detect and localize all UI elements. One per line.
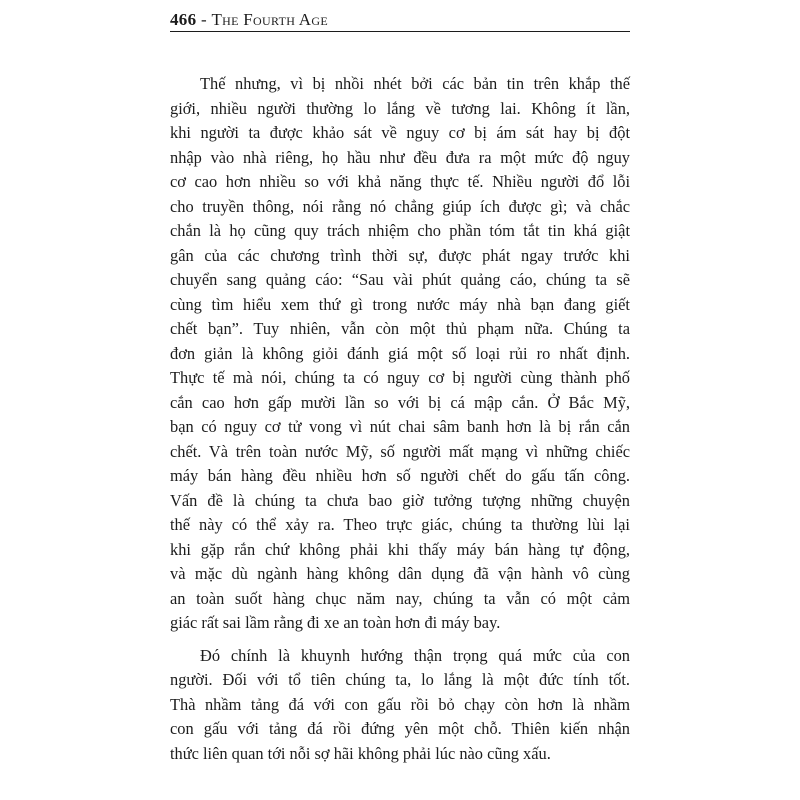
paragraph [170, 72, 630, 636]
header-separator: - [196, 10, 212, 29]
text-line: chắn là họ cũng quy trách nhiệm cho phần tóm tắt tin khá giật [170, 221, 630, 240]
text-line: chuyển sang quảng cáo: “Sau vài phút quảng cáo, chúng ta sẽ [170, 270, 630, 289]
text-line: cho truyền thông, nói rằng nó chẳng giúp ích được gì; và chắc [170, 196, 630, 216]
text-line: bạn có nguy cơ tử vong vì nút chai sâm banh hơn là bị rắn cắn [170, 417, 630, 436]
book-title: The Fourth Age [211, 10, 328, 29]
text-line: an toàn suốt hàng chục năm nay, chúng ta vẫn có một cảm [170, 588, 630, 608]
text-line: Thực tế mà nói, chúng ta có nguy cơ bị người cùng thành phố [170, 368, 630, 387]
paragraph [170, 644, 630, 767]
text-line: và mặc dù ngành hàng không dân dụng đã vận hành vô cùng [170, 564, 630, 583]
text-line: cơ cao hơn nhiều so với khả năng thực tế. Nhiều người đổ lỗi [170, 172, 630, 191]
text-line: người. Đối với tổ tiên chúng ta, lo lắng là một đức tính tốt. [170, 670, 630, 689]
text-line: thức liên quan tới nỗi sợ hãi không phải lúc nào cũng xấu. [170, 743, 551, 763]
text-line: Thà nhầm tảng đá với con gấu rồi bỏ chạy còn hơn là nhầm [170, 694, 630, 714]
text-line: Thế nhưng, vì bị nhồi nhét bởi các bản tin trên khắp thế [200, 74, 630, 93]
text-line: chết. Và trên toàn nước Mỹ, số người mất mạng vì những chiếc [170, 441, 630, 461]
text-line: chết bạn”. Tuy nhiên, vẫn còn một thủ phạm nữa. Chúng ta [170, 319, 630, 338]
text-line: nhập vào nhà riêng, họ hầu như đều đưa ra một mức độ nguy [170, 147, 630, 167]
text-line: con gấu với tảng đá rồi đứng yên một chỗ. Thiên kiến nhận [170, 719, 630, 738]
text-line: khi gặp rắn chứ không phải khi thấy máy bán hàng tự động, [170, 539, 630, 559]
text-line: thế này có thể xảy ra. Theo trực giác, chúng ta thường lùi lại [170, 515, 630, 534]
header-rule [170, 31, 630, 32]
text-line: cắn cao hơn gấp mười lần so với bị cá mập cắn. Ở Bắc Mỹ, [170, 392, 630, 412]
text-line: máy bán hàng đều nhiều hơn số người chết do gấu tấn công. [170, 466, 630, 485]
text-line: Vấn đề là chúng ta chưa bao giờ tưởng tượng những chuyện [170, 490, 630, 510]
text-line: đơn giản là không giỏi đánh giá một số loại rủi ro nhất định. [170, 343, 630, 363]
text-line: gân của các chương trình thời sự, được phát ngay trước khi [170, 245, 630, 265]
text-line: cùng tìm hiểu xem thứ gì trong nước máy nhà bạn đang giết [170, 294, 630, 314]
body-text [170, 72, 630, 766]
text-line: giác rất sai lầm rằng đi xe an toàn hơn đi máy bay. [170, 613, 501, 632]
page-number: 466 [170, 10, 197, 29]
running-head [170, 10, 670, 30]
text-line: Đó chính là khuynh hướng thận trọng quá mức của con [200, 645, 630, 665]
text-line: giới, nhiều người thường lo lắng về tương lai. Không ít lần, [170, 98, 630, 118]
text-line: khi người ta được khảo sát về nguy cơ bị ám sát hay bị đột [170, 123, 630, 142]
